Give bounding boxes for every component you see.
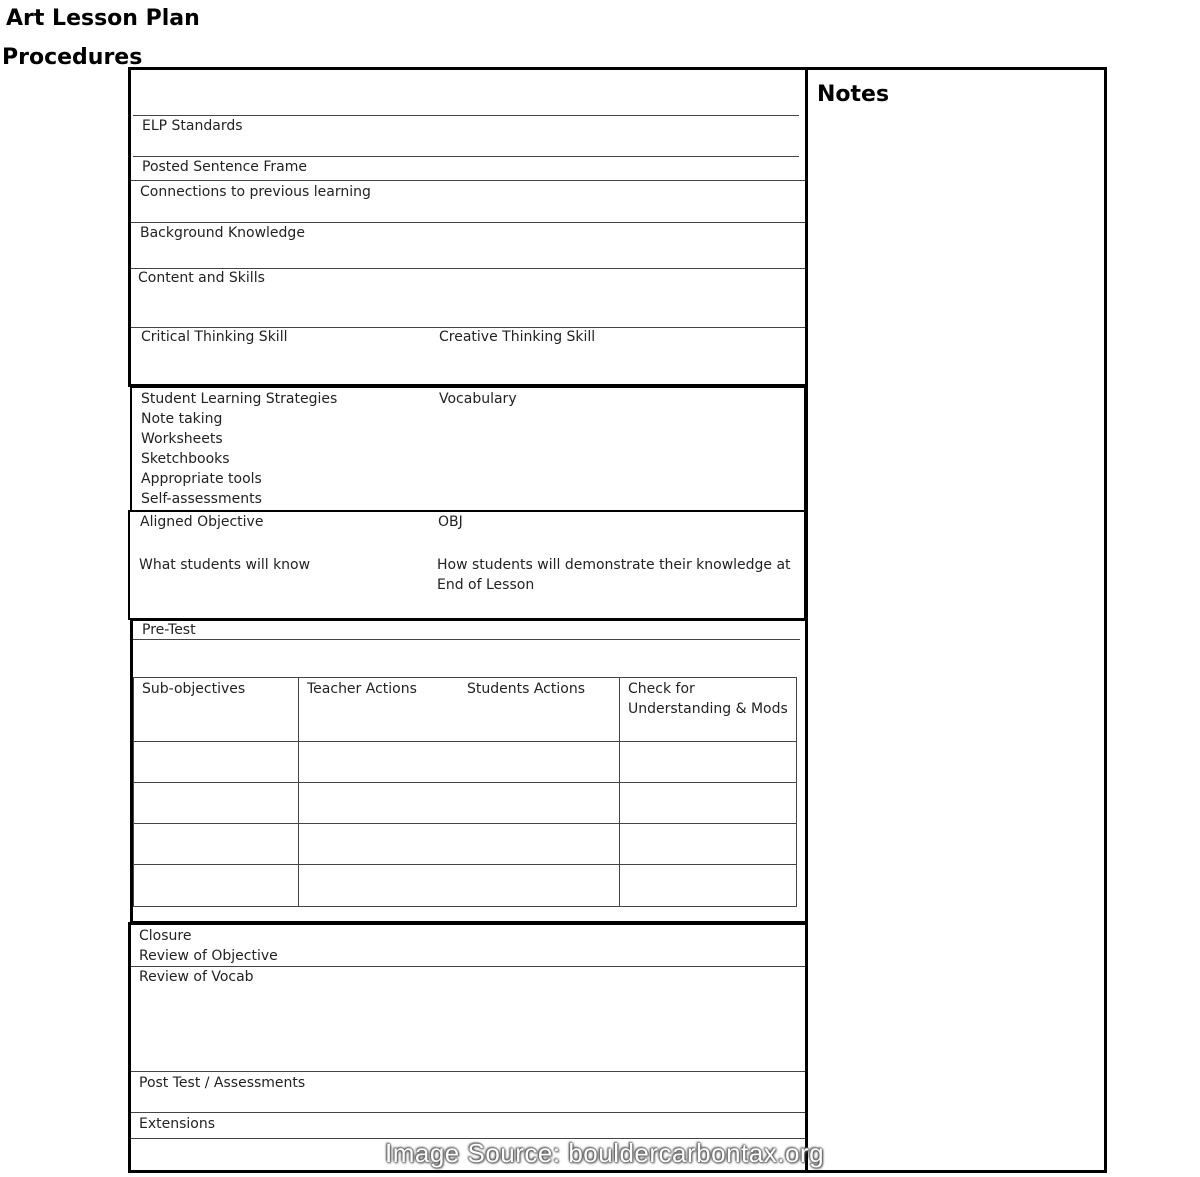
notes-title: Notes — [817, 82, 890, 107]
closure-label: Closure — [139, 928, 192, 944]
connections-label: Connections to previous learning — [140, 184, 371, 200]
obj-label: OBJ — [438, 514, 463, 530]
divider — [131, 1071, 805, 1072]
strategy-item: Worksheets — [141, 431, 223, 447]
review-objective-label: Review of Objective — [139, 948, 278, 964]
extensions-label: Extensions — [139, 1116, 216, 1132]
strategy-item: Appropriate tools — [141, 471, 262, 487]
review-vocab-label: Review of Vocab — [139, 969, 254, 985]
aligned-objective-label: Aligned Objective — [140, 514, 264, 530]
vocabulary-label: Vocabulary — [439, 391, 517, 407]
table-row — [133, 782, 797, 783]
critical-thinking-label: Critical Thinking Skill — [141, 329, 288, 345]
how-demonstrate-label-2: End of Lesson — [437, 577, 535, 593]
teacher-actions-header: Teacher Actions — [307, 681, 417, 697]
background-knowledge-label: Background Knowledge — [140, 225, 305, 241]
notes-panel — [805, 67, 1107, 1173]
students-actions-header: Students Actions — [467, 681, 585, 697]
image-source-watermark: Image Source: bouldercarbontax.org — [385, 1138, 825, 1168]
table-row — [133, 864, 797, 865]
strategies-title: Student Learning Strategies — [141, 391, 338, 407]
check-for-header: Check for — [628, 681, 695, 697]
table-col-line — [619, 677, 620, 906]
divider — [131, 1112, 805, 1113]
page-title: Art Lesson Plan — [6, 6, 200, 31]
table-row — [133, 741, 797, 742]
table-row — [133, 823, 797, 824]
what-students-know-label: What students will know — [139, 557, 311, 573]
how-demonstrate-label: How students will demonstrate their knowledge at — [437, 557, 791, 573]
procedures-heading: Procedures — [2, 45, 143, 70]
sub-objectives-header: Sub-objectives — [142, 681, 246, 697]
table-col-line — [796, 677, 797, 906]
strategy-item: Sketchbooks — [141, 451, 230, 467]
table-border — [133, 677, 797, 678]
posted-sentence-frame-label: Posted Sentence Frame — [142, 159, 307, 175]
elp-standards-label: ELP Standards — [142, 118, 243, 134]
post-test-label: Post Test / Assessments — [139, 1075, 306, 1091]
pre-test-label: Pre-Test — [142, 622, 196, 638]
check-for-header-2: Understanding & Mods — [628, 701, 788, 717]
section-box-pretest — [130, 618, 808, 924]
strategy-item: Self-assessments — [141, 491, 262, 507]
divider — [133, 639, 800, 640]
creative-thinking-label: Creative Thinking Skill — [439, 329, 596, 345]
table-row — [133, 906, 797, 907]
divider — [131, 180, 805, 181]
strategy-item: Note taking — [141, 411, 223, 427]
table-col-line — [133, 677, 134, 906]
table-col-line — [298, 677, 299, 906]
content-skills-label: Content and Skills — [138, 270, 265, 286]
